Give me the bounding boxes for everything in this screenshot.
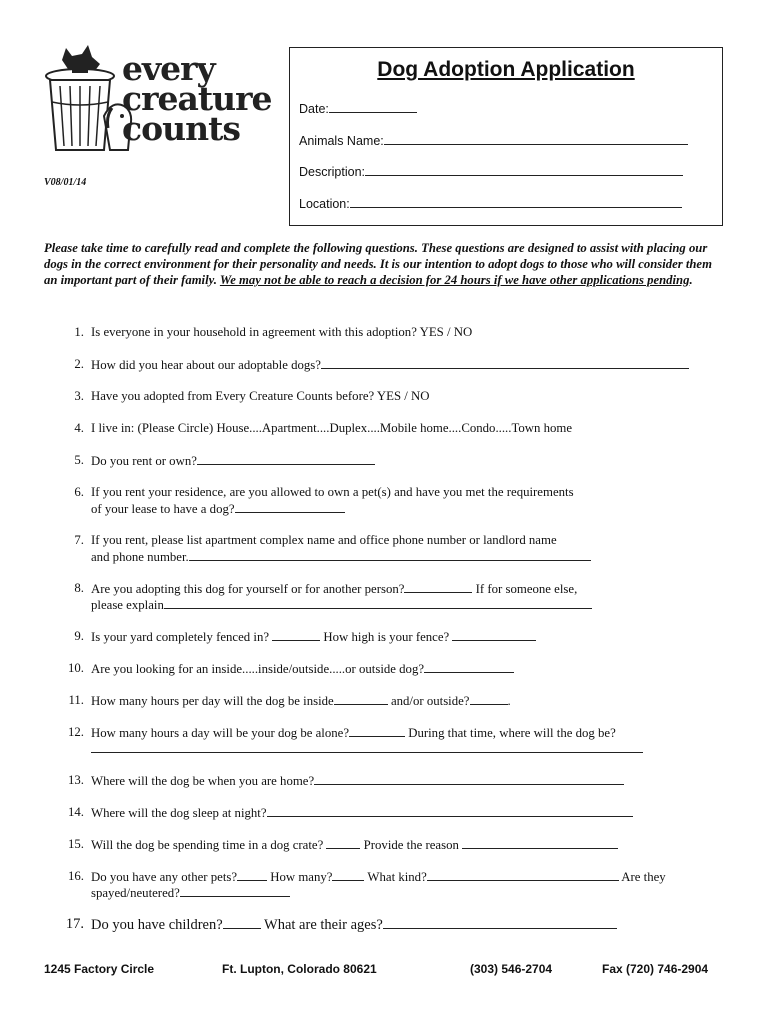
form-title: Dog Adoption Application <box>377 58 635 81</box>
crate-input[interactable] <box>326 836 360 849</box>
alone-location-input[interactable] <box>91 740 643 753</box>
adopting-for-input[interactable] <box>404 580 472 593</box>
heard-about-input[interactable] <box>321 356 689 369</box>
footer-fax: Fax (720) 746-2904 <box>602 962 709 976</box>
sleep-location-input[interactable] <box>267 804 633 817</box>
version-code: V08/01/14 <box>44 177 87 188</box>
yard-fenced-input[interactable] <box>272 628 320 641</box>
dog-when-home-input[interactable] <box>314 772 624 785</box>
organization-logo <box>42 42 292 162</box>
animal-name-field <box>299 133 688 148</box>
crate-reason-input[interactable] <box>462 836 618 849</box>
children-ages-input[interactable] <box>383 916 617 929</box>
description-input[interactable] <box>365 164 683 176</box>
landlord-info-input[interactable] <box>189 548 591 561</box>
footer-address: 1245 Factory Circle <box>44 962 155 976</box>
pet-count-input[interactable] <box>332 868 364 881</box>
description-label: Description: <box>299 165 365 179</box>
animal-name-input[interactable] <box>384 133 688 145</box>
contact-footer <box>0 962 770 982</box>
hours-alone-input[interactable] <box>349 724 405 737</box>
location-label: Location: <box>299 197 350 211</box>
decision-notice: We may not be able to reach a decision for 24 hours if we have other applications pending <box>219 273 690 287</box>
location-field <box>299 196 682 211</box>
children-input[interactable] <box>223 916 261 929</box>
description-field <box>299 164 683 179</box>
hours-inside-input[interactable] <box>334 692 388 705</box>
application-header-box <box>289 47 723 226</box>
date-field <box>299 101 417 116</box>
spayed-neutered-input[interactable] <box>180 884 290 897</box>
footer-city: Ft. Lupton, Colorado 80621 <box>222 962 377 976</box>
rent-own-input[interactable] <box>197 452 375 465</box>
animal-name-label: Animals Name: <box>299 134 384 148</box>
hours-outside-input[interactable] <box>470 692 508 705</box>
date-input[interactable] <box>329 101 417 113</box>
inside-outside-input[interactable] <box>424 660 514 673</box>
instructions-paragraph: Please take time to carefully read and complete the following questions. These questions are designed to assist with placing our dogs in the correct environment for their personality and needs. It is our intention to adopt dogs to those who will consider them an important part of their family. We may not be able to reach a decision for 24 hours if we have other applications pending. <box>44 241 712 287</box>
date-label: Date: <box>299 102 329 116</box>
location-input[interactable] <box>350 196 682 208</box>
pet-kind-input[interactable] <box>427 868 619 881</box>
logo-wordmark: every creature counts <box>122 49 272 148</box>
lease-allows-dog-input[interactable] <box>235 500 345 513</box>
explain-input[interactable] <box>164 596 592 609</box>
fence-height-input[interactable] <box>452 628 536 641</box>
footer-phone: (303) 546-2704 <box>470 962 553 976</box>
other-pets-input[interactable] <box>237 868 267 881</box>
